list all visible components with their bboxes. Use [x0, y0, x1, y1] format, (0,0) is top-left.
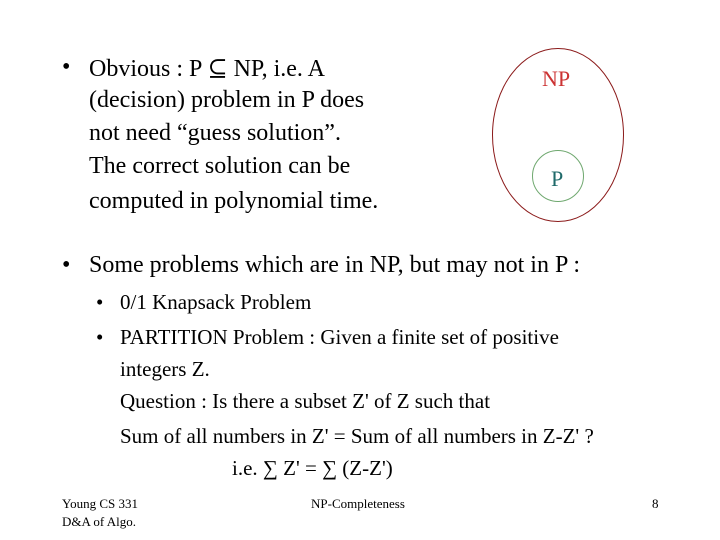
top-bullet-line-4: The correct solution can be	[89, 153, 351, 179]
second-bullet-text: Some problems which are in NP, but may not in P :	[89, 252, 581, 278]
partition-line-4: i.e. ∑ Z' = ∑ (Z-Z')	[232, 456, 393, 480]
sub-bullet-marker: •	[96, 290, 104, 314]
partition-line-1: integers Z.	[120, 357, 210, 381]
bullet-marker: •	[62, 252, 71, 278]
footer-title: NP-Completeness	[311, 496, 405, 511]
sub-bullet-marker: •	[96, 325, 104, 349]
page-number: 8	[652, 496, 659, 511]
partition-line-3: Sum of all numbers in Z' = Sum of all numbers in Z-Z' ?	[120, 424, 594, 448]
footer-subject: D&A of Algo.	[62, 514, 137, 529]
footer-course: Young CS 331	[62, 496, 138, 511]
np-p-diagram	[490, 46, 630, 226]
top-bullet-line-5: computed in polynomial time.	[89, 188, 379, 214]
top-bullet-line-3: not need “guess solution”.	[89, 120, 341, 146]
top-bullet-line-2: (decision) problem in P does	[89, 87, 365, 113]
bullet-marker: •	[62, 54, 71, 80]
np-set-label: NP	[542, 66, 571, 91]
sub-bullet-knapsack: 0/1 Knapsack Problem	[120, 290, 312, 314]
p-set-label: P	[551, 166, 564, 191]
partition-line-2: Question : Is there a subset Z' of Z such that	[120, 389, 491, 413]
sub-bullet-partition: PARTITION Problem : Given a finite set of positive	[120, 325, 559, 349]
top-bullet-line-1: Obvious : P ⊆ NP, i.e. A	[89, 56, 325, 82]
